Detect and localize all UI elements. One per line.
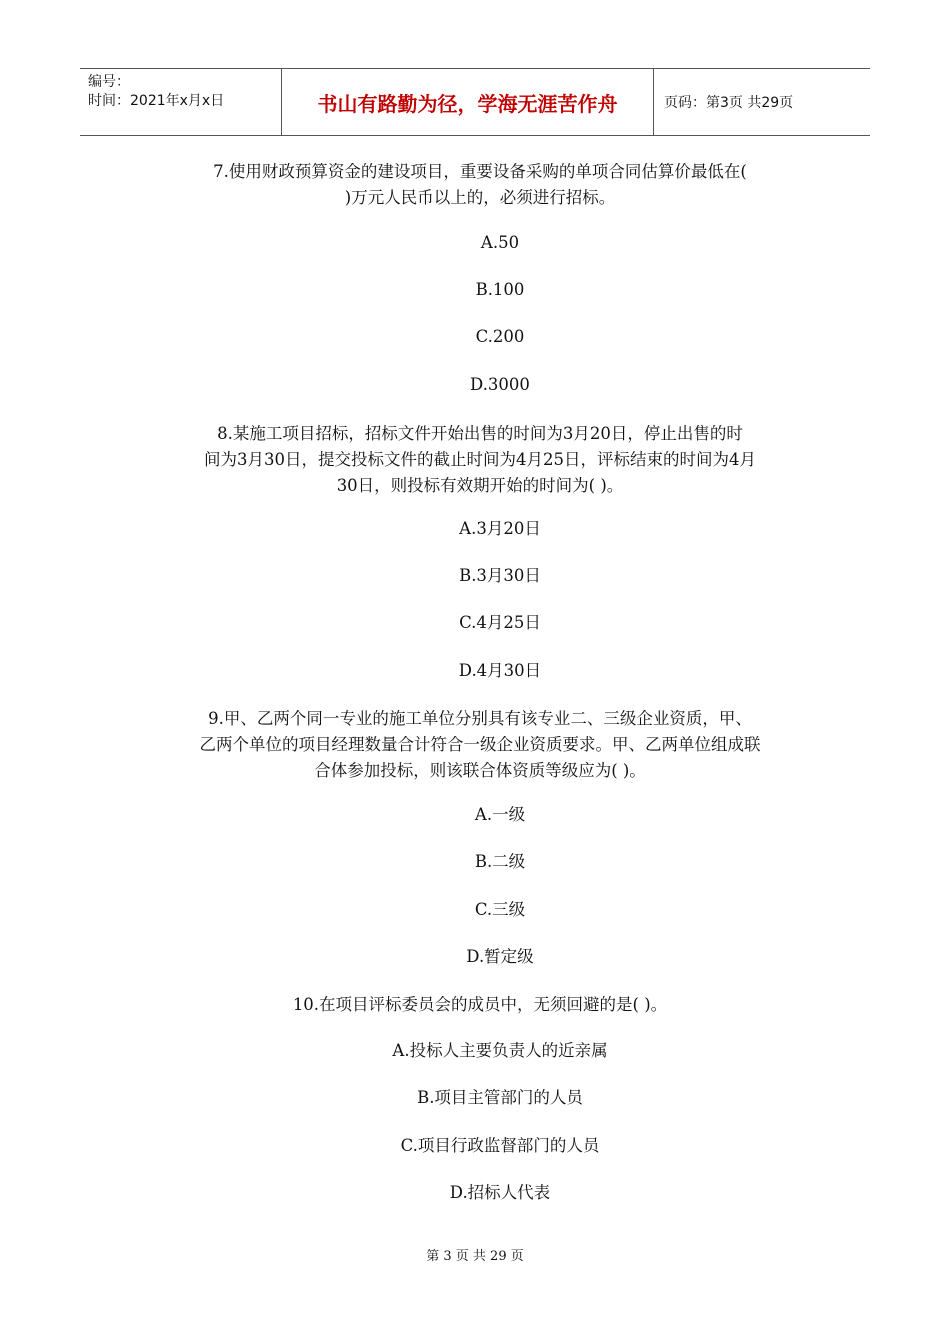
- question-7: [140, 159, 820, 211]
- option-item: D.3000: [470, 375, 530, 394]
- option-item: A.投标人主要负责人的近亲属: [392, 1041, 608, 1060]
- question-line: 7.使用财政预算资金的建设项目，重要设备采购的单项合同估算价最低在(: [213, 162, 747, 181]
- option-item: D.4月30日: [458, 661, 542, 680]
- option-item: D.暂定级: [466, 947, 534, 966]
- question-line: 9.甲、乙两个同一专业的施工单位分别具有该专业二、三级企业资质，甲、: [208, 709, 752, 728]
- page-footer: 第 3 页 共 29 页: [426, 1249, 524, 1264]
- header-motto: 书山有路勤为径，学海无涯苦作舟: [282, 69, 654, 135]
- question-9: [140, 706, 820, 784]
- question-line: )万元人民币以上的，必须进行招标。: [344, 188, 616, 207]
- question-line: 8.某施工项目招标，招标文件开始出售的时间为3月20日，停止出售的时: [217, 424, 743, 443]
- question-line: 合体参加投标，则该联合体资质等级应为( )。: [314, 761, 646, 780]
- header-meta: [80, 69, 282, 135]
- question-line: 30日，则投标有效期开始的时间为( )。: [336, 476, 624, 495]
- option-item: C.200: [475, 327, 525, 346]
- option-item: B.3月30日: [459, 566, 541, 585]
- option-item: B.100: [475, 280, 525, 299]
- option-item: B.二级: [474, 852, 526, 871]
- option-item: B.项目主管部门的人员: [417, 1088, 583, 1107]
- question-10: [140, 992, 820, 1018]
- question-line: 乙两个单位的项目经理数量合计符合一级企业资质要求。甲、乙两单位组成联: [199, 735, 761, 754]
- question-8: [140, 421, 820, 499]
- option-item: A.3月20日: [459, 519, 541, 538]
- page-header: [80, 68, 870, 136]
- question-line: 10.在项目评标委员会的成员中，无须回避的是( )。: [292, 995, 668, 1014]
- question-line: 间为3月30日，提交投标文件的截止时间为4月25日，评标结束的时间为4月: [204, 450, 756, 469]
- option-item: C.三级: [474, 900, 526, 919]
- option-item: C.项目行政监督部门的人员: [400, 1136, 600, 1155]
- header-page-info: 页码：第3页 共29页: [664, 95, 794, 111]
- option-item: A.50: [480, 233, 520, 252]
- option-item: A.一级: [474, 805, 526, 824]
- option-item: C.4月25日: [459, 613, 541, 632]
- document-time-label: 时间：2021年x月x日: [88, 93, 225, 109]
- option-item: D.招标人代表: [449, 1183, 551, 1202]
- document-number-label: 编号：: [88, 74, 130, 90]
